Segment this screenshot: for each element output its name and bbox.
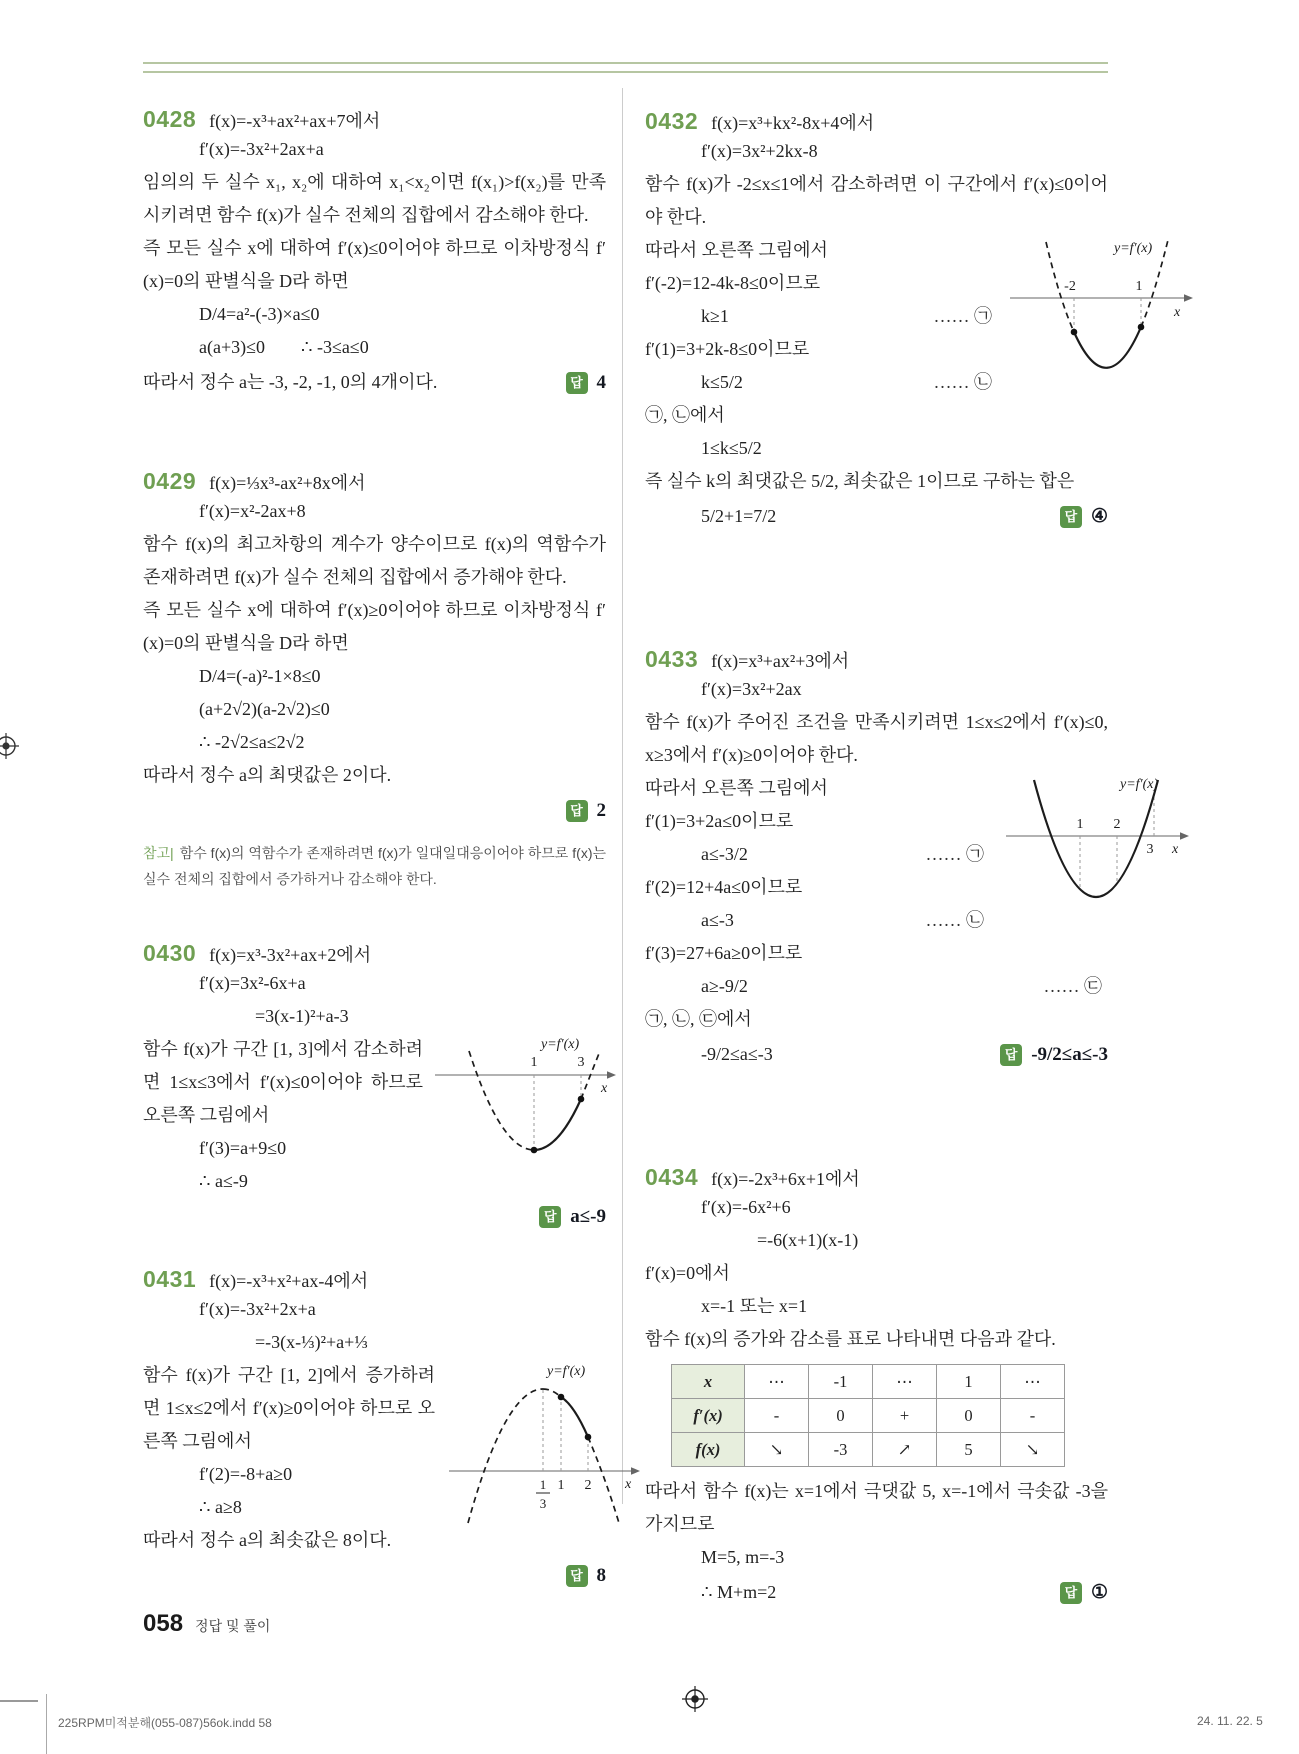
column-divider (622, 88, 623, 1504)
problem-number: 0433 (645, 646, 699, 672)
table-row (672, 1399, 1065, 1433)
math-line: (a+2√2)(a-2√2)≤0 (199, 699, 330, 719)
print-footer (0, 1680, 1299, 1754)
math-line: a(a+3)≤0 ∴ -3≤a≤0 (199, 337, 369, 357)
clause-ref: …… ㉡ (925, 910, 984, 930)
math-line: f′(x)=x²-2ax+8 (199, 501, 306, 521)
problem-0429 (143, 468, 606, 893)
answer-row (645, 1038, 1108, 1071)
curve-label: y=f′(x) (1114, 241, 1153, 256)
derivative-graph-g0431 (443, 1361, 648, 1534)
x-axis-label: x (1172, 842, 1179, 857)
axis-tick-label: 1 (539, 1477, 547, 1492)
solution-text-line: 함수 f(x)의 증가와 감소를 표로 나타내면 다음과 같다. (645, 1329, 1056, 1349)
axis-tick-label: 3 (1146, 842, 1154, 857)
math-line: x=-1 또는 x=1 (701, 1296, 808, 1316)
table-cell: 5 (937, 1433, 1001, 1467)
math-line: f′(x)=-3x²+2ax+a (199, 139, 324, 159)
data-point (1071, 329, 1078, 336)
table-cell: - (1001, 1399, 1065, 1433)
solution-body (645, 1191, 1108, 1609)
solution-text-line: 따라서 정수 a의 최댓값은 2이다. (143, 765, 392, 785)
problem-first-line: f(x)=-x³+x²+ax-4에서 (209, 1271, 369, 1291)
solution-body (143, 1293, 632, 1592)
problem-header (143, 1266, 606, 1293)
problem-number: 0428 (143, 106, 197, 132)
table-cell: x (672, 1365, 745, 1399)
data-point (585, 1434, 592, 1441)
data-point (531, 1147, 538, 1154)
problem-header (645, 1164, 1108, 1191)
answer-value: ④ (1090, 506, 1108, 527)
solution-body (143, 967, 606, 1233)
registration-mark-icon (0, 733, 19, 759)
problem-header (143, 106, 606, 133)
answer-row (143, 366, 606, 399)
axis-tick-label: 2 (584, 1478, 592, 1493)
problem-first-line: f(x)=-2x³+6x+1에서 (711, 1169, 860, 1189)
axis-arrow-icon (1180, 832, 1189, 840)
curve-label: y=f′(x) (547, 1364, 586, 1379)
problem-0433 (645, 646, 1179, 1073)
math-expression: k≥1 (701, 306, 729, 326)
solution-text-line: ㉠, ㉡, ㉢에서 (645, 1009, 752, 1029)
x-axis-label: x (1174, 305, 1181, 320)
x-axis-label: x (601, 1081, 608, 1096)
problem-first-line: f(x)=-x³+ax²+ax+7에서 (209, 111, 381, 131)
problem-number: 0431 (143, 1266, 197, 1292)
table-cell: - (745, 1399, 809, 1433)
answer-badge: 답 (566, 372, 588, 394)
axis-tick-label: -2 (1064, 279, 1076, 294)
right-column (645, 0, 1181, 1603)
math-line: D/4=(-a)²-1×8≤0 (199, 666, 321, 686)
problem-0430 (143, 940, 606, 1235)
answer-row (143, 1200, 606, 1233)
solution-body (645, 135, 1181, 533)
math-line: D/4=a²-(-3)×a≤0 (199, 304, 320, 324)
problem-number: 0432 (645, 108, 699, 134)
answer-badge: 답 (566, 1565, 588, 1587)
solution-text-line: ㉠, ㉡에서 (645, 405, 725, 425)
math-line: 1≤k≤5/2 (701, 438, 762, 458)
reference-note-label: 참고| (143, 845, 174, 861)
answer-value: ① (1090, 1582, 1108, 1603)
derivative-parabola-graph (998, 774, 1198, 932)
math-line: =-3(x-⅓)²+a+⅓ (255, 1332, 368, 1352)
axis-arrow-icon (607, 1071, 616, 1079)
derivative-parabola-graph (431, 1035, 621, 1175)
math-line: f′(x)=3x²+2ax (701, 679, 802, 699)
math-line (645, 904, 990, 937)
solution-text-line: 함수 f(x)가 -2≤x≤1에서 감소하려면 이 구간에서 f′(x)≤0이어야 한다. (645, 174, 1108, 227)
axis-tick-label: 1 (530, 1055, 538, 1070)
table-cell: 1 (937, 1365, 1001, 1399)
answer-value: 8 (596, 1565, 606, 1586)
problem-header (645, 108, 1108, 135)
reference-note: 참고| 함수 f(x)의 역함수가 존재하려면 f(x)가 일대일대응이어야 하므로 f(x)는 실수 전체의 집합에서 증가하거나 감소해야 한다. (143, 845, 606, 887)
math-line: f′(1)=3+2a≤0이므로 (645, 811, 794, 831)
table-cell: + (873, 1399, 937, 1433)
page-footer (143, 1610, 270, 1638)
print-date: 24. 11. 22. 5 (1197, 1714, 1263, 1728)
solution-text-line: 즉 모든 실수 x에 대하여 f′(x)≤0이어야 하므로 이차방정식 f′(x)=0의 판별식을 D라 하면 (143, 238, 606, 291)
math-line: f′(x)=-6x²+6 (701, 1197, 791, 1217)
axis-tick-label: 3 (577, 1055, 585, 1070)
registration-mark-icon (682, 1686, 708, 1712)
answer-row (143, 1559, 606, 1592)
table-row (672, 1433, 1065, 1467)
clause-ref: …… ㉢ (1043, 976, 1102, 996)
table-cell: ↘ (745, 1433, 809, 1467)
table-cell: ↘ (1001, 1433, 1065, 1467)
derivative-graph-g0433 (998, 774, 1198, 937)
solution-text-line: 따라서 오른쪽 그림에서 (645, 240, 828, 260)
math-line: f′(x)=3x²+2kx-8 (701, 141, 818, 161)
clause-ref: …… ㉡ (933, 372, 992, 392)
solution-text-line: 따라서 정수 a의 최솟값은 8이다. (143, 1530, 392, 1550)
axis-arrow-icon (1184, 294, 1193, 302)
increase-decrease-table (671, 1364, 1065, 1467)
answer-row (645, 500, 1108, 533)
problem-first-line: f(x)=x³-3x²+ax+2에서 (209, 945, 372, 965)
solution-text-line: 따라서 함수 f(x)는 x=1에서 극댓값 5, x=-1에서 극솟값 -3을 가지므로 (645, 1481, 1108, 1534)
derivative-graph-g0432 (1006, 236, 1198, 399)
answer-badge: 답 (1000, 1044, 1022, 1066)
math-line (645, 970, 1108, 1003)
table-cell: f(x) (672, 1433, 745, 1467)
answer-statement: 5/2+1=7/2 (701, 506, 777, 526)
curve-label: y=f′(x) (1120, 777, 1159, 792)
problem-first-line: f(x)=x³+ax²+3에서 (711, 651, 850, 671)
table-cell: ↗ (873, 1433, 937, 1467)
derivative-parabola-graph (1006, 236, 1198, 394)
math-line (645, 300, 998, 333)
axis-tick-label: 3 (539, 1496, 547, 1511)
solution-body (143, 495, 606, 893)
axis-arrow-icon (631, 1467, 640, 1475)
answer-value: a≤-9 (570, 1206, 606, 1227)
problem-header (143, 940, 606, 967)
problem-0431 (143, 1266, 632, 1594)
axis-tick-label: 2 (1113, 817, 1121, 832)
clause-ref: …… ㉠ (925, 844, 984, 864)
table-cell: 0 (809, 1399, 873, 1433)
math-line: f′(2)=-8+a≥0 (199, 1464, 293, 1484)
solution-text-line: 함수 f(x)가 구간 [1, 3]에서 감소하려면 1≤x≤3에서 f′(x)≤0이어야 하므로 오른쪽 그림에서 (143, 1039, 423, 1125)
answer-value: 2 (596, 800, 606, 821)
problem-0434 (645, 1164, 1108, 1611)
math-expression: a≤-3/2 (701, 844, 748, 864)
page-footer-label: 정답 및 풀이 (195, 1618, 271, 1634)
axis-tick-label: 1 (1135, 279, 1143, 294)
answer-statement: ∴ M+m=2 (701, 1582, 777, 1602)
table-cell: -1 (809, 1365, 873, 1399)
solution-text-line: 즉 모든 실수 x에 대하여 f′(x)≥0이어야 하므로 이차방정식 f′(x)=0의 판별식을 D라 하면 (143, 600, 606, 653)
math-line: f′(2)=12+4a≤0이므로 (645, 877, 803, 897)
solution-body (645, 673, 1179, 1071)
problem-header (645, 646, 1108, 673)
solution-body (143, 133, 606, 399)
axis-tick-label: 1 (1076, 817, 1084, 832)
crop-mark (0, 1700, 38, 1702)
answer-badge: 답 (1060, 1582, 1082, 1604)
solution-text-line: 함수 f(x)가 주어진 조건을 만족시키려면 1≤x≤2에서 f′(x)≤0, x≥3에서 f′(x)≥0이어야 한다. (645, 712, 1108, 765)
table-cell: f′(x) (672, 1399, 745, 1433)
math-expression: a≤-3 (701, 910, 734, 930)
problem-first-line: f(x)=⅓x³-ax²+8x에서 (209, 473, 366, 493)
derivative-parabola-graph (443, 1361, 648, 1529)
derivative-graph-g0430 (431, 1035, 621, 1180)
solution-text-line: 즉 실수 k의 최댓값은 5/2, 최솟값은 1이므로 구하는 합은 (645, 471, 1075, 491)
data-point (578, 1096, 585, 1103)
math-line: f′(x)=-3x²+2x+a (199, 1299, 316, 1319)
x-axis-label: x (625, 1477, 632, 1492)
clause-ref: …… ㉠ (933, 306, 992, 326)
problem-header (143, 468, 606, 495)
solution-text-line: 임의의 두 실수 x₁, x₂에 대하여 x₁<x₂이면 f(x₁)>f(x₂)를 만족시키려면 함수 f(x)가 실수 전체의 집합에서 감소해야 한다. (143, 172, 606, 225)
math-line: =-6(x+1)(x-1) (757, 1230, 859, 1250)
answer-value: -9/2≤a≤-3 (1031, 1044, 1108, 1065)
table-cell: ⋯ (873, 1365, 937, 1399)
math-line: f′(3)=27+6a≥0이므로 (645, 943, 803, 963)
solution-text-line: 함수 f(x)의 최고차항의 계수가 양수이므로 f(x)의 역함수가 존재하려면 f(x)가 실수 전체의 집합에서 증가해야 한다. (143, 534, 606, 587)
problem-number: 0429 (143, 468, 197, 494)
solution-text-line: 함수 f(x)가 구간 [1, 2]에서 증가하려면 1≤x≤2에서 f′(x)≥0이어야 하므로 오른쪽 그림에서 (143, 1365, 435, 1451)
answer-statement: 따라서 정수 a는 -3, -2, -1, 0의 4개이다. (143, 372, 438, 392)
math-line: f′(x)=0에서 (645, 1263, 730, 1283)
math-line: ∴ a≤-9 (199, 1171, 248, 1191)
problem-0428 (143, 106, 606, 401)
problem-first-line: f(x)=x³+kx²-8x+4에서 (711, 113, 875, 133)
problem-0432 (645, 108, 1181, 535)
crop-mark (46, 1694, 47, 1754)
math-line: f′(x)=3x²-6x+a (199, 973, 306, 993)
curve-label: y=f′(x) (541, 1037, 580, 1052)
problem-number: 0434 (645, 1164, 699, 1190)
math-line: f′(3)=a+9≤0 (199, 1138, 287, 1158)
data-point (558, 1394, 565, 1401)
answer-badge: 답 (539, 1206, 561, 1228)
math-expression: a≥-9/2 (701, 976, 748, 996)
answer-row (645, 1576, 1108, 1609)
print-file-name: 225RPM미적분해(055-087)56ok.indd 58 (58, 1716, 272, 1730)
data-point (1138, 324, 1145, 331)
solution-text-line: 따라서 오른쪽 그림에서 (645, 778, 828, 798)
answer-badge: 답 (566, 800, 588, 822)
answer-value: 4 (596, 372, 606, 393)
answer-badge: 답 (1060, 506, 1082, 528)
math-line: =3(x-1)²+a-3 (255, 1006, 349, 1026)
math-line (645, 366, 998, 399)
table-cell: -3 (809, 1433, 873, 1467)
math-line: f′(1)=3+2k-8≤0이므로 (645, 339, 810, 359)
math-line: M=5, m=-3 (701, 1547, 785, 1567)
math-line (645, 838, 990, 871)
page-number: 058 (143, 1610, 184, 1637)
math-line: f′(-2)=12-4k-8≤0이므로 (645, 273, 821, 293)
table-cell: ⋯ (1001, 1365, 1065, 1399)
answer-statement: -9/2≤a≤-3 (701, 1044, 773, 1064)
problem-number: 0430 (143, 940, 197, 966)
axis-tick-label: 1 (557, 1478, 565, 1493)
answer-row (143, 794, 606, 827)
table-cell: 0 (937, 1399, 1001, 1433)
table-cell: ⋯ (745, 1365, 809, 1399)
math-line: ∴ -2√2≤a≤2√2 (199, 732, 305, 752)
table-header-row (672, 1365, 1065, 1399)
left-column (143, 0, 632, 1600)
math-line: ∴ a≥8 (199, 1497, 242, 1517)
math-expression: k≤5/2 (701, 372, 743, 392)
